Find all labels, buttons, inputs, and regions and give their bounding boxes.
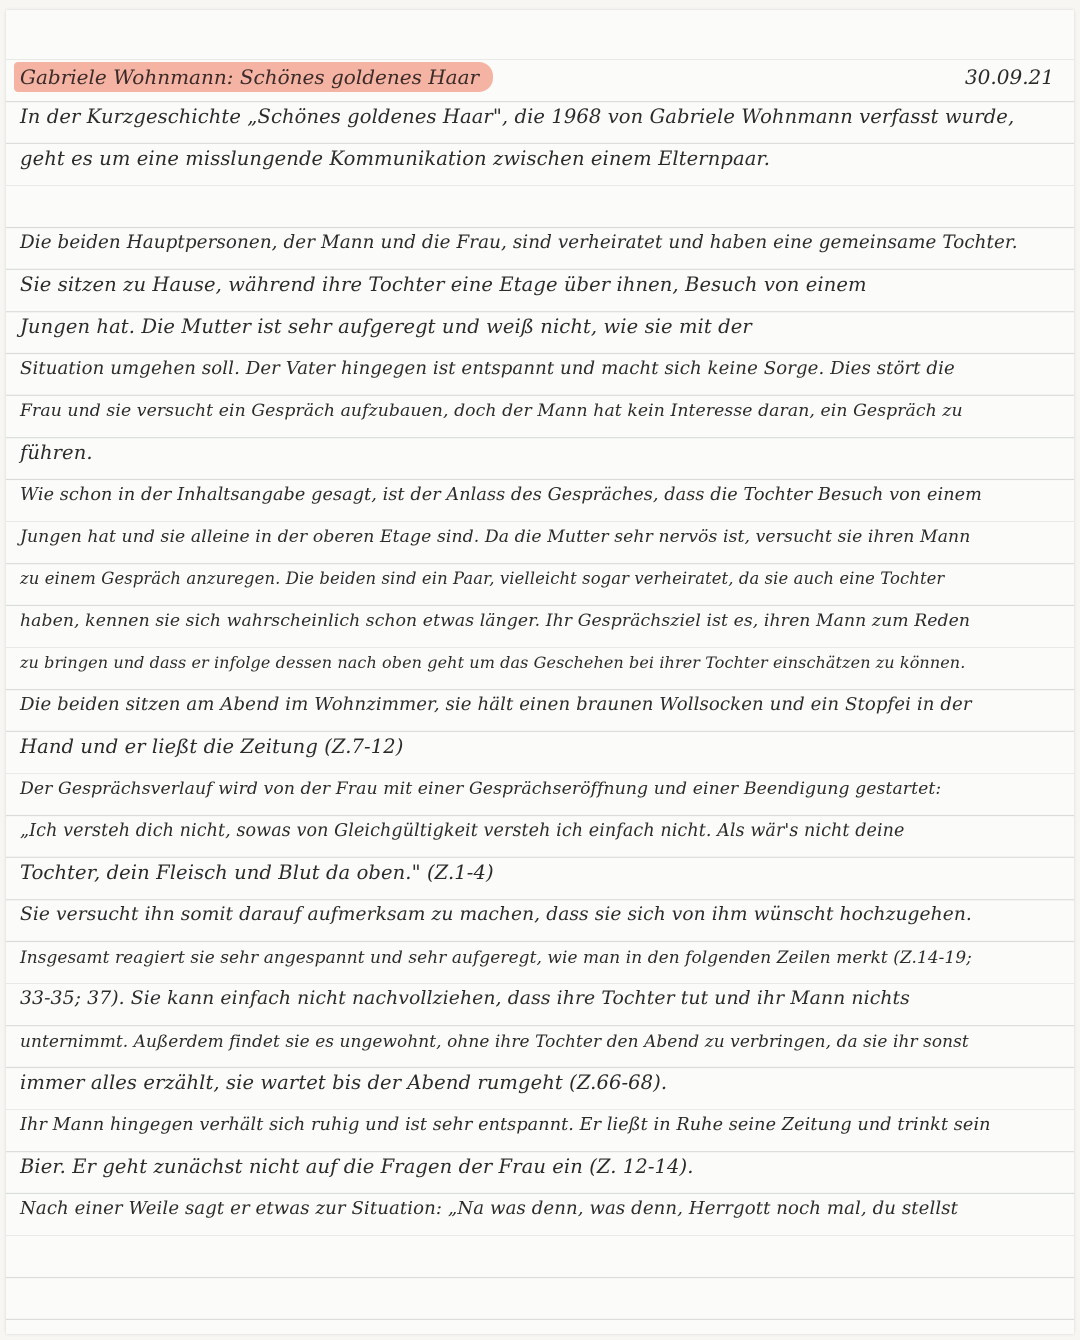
text-line: Ihr Mann hingegen verhält sich ruhig und ist sehr entspannt. Er ließt in Ruhe seine Zeitung und trinkt sein: [20, 1115, 991, 1135]
text-line: geht es um eine misslungende Kommunikation zwischen einem Elternpaar.: [20, 147, 771, 170]
text-line: Insgesamt reagiert sie sehr angespannt und sehr aufgeregt, wie man in den folgenden Zeilen merkt (Z.14-19;: [20, 947, 972, 967]
text-line: Sie versucht ihn somit darauf aufmerksam zu machen, dass sie sich von ihm wünscht hochzugehen.: [20, 904, 972, 925]
text-line: zu einem Gespräch anzuregen. Die beiden sind ein Paar, vielleicht sogar verheiratet, da sie auch eine Tochter: [20, 569, 945, 588]
notebook-page: [6, 10, 1074, 1334]
text-line: Nach einer Weile sagt er etwas zur Situation: „Na was denn, was denn, Herrgott noch mal, du stellst: [20, 1198, 959, 1219]
text-line: Frau und sie versucht ein Gespräch aufzubauen, doch der Mann hat kein Interesse daran, ein Gespräch zu: [20, 401, 963, 421]
text-line: In der Kurzgeschichte „Schönes goldenes Haar", die 1968 von Gabriele Wohnmann verfasst wurde,: [20, 105, 1015, 128]
quote-line: Tochter, dein Fleisch und Blut da oben." (Z.1-4): [20, 861, 494, 884]
text-line: Sie sitzen zu Hause, während ihre Tochter eine Etage über ihnen, Besuch von einem: [20, 273, 867, 296]
text-line: Hand und er ließt die Zeitung (Z.7-12): [20, 735, 404, 758]
text-line: Die beiden sitzen am Abend im Wohnzimmer, sie hält einen braunen Wollsocken und ein Stopfei in der: [20, 694, 972, 715]
text-line: immer alles erzählt, sie wartet bis der Abend rumgeht (Z.66-68).: [20, 1071, 668, 1094]
quote-line: „Ich versteh dich nicht, sowas von Gleichgültigkeit versteh ich einfach nicht. Als wär's nicht deine: [20, 821, 905, 841]
text-line: zu bringen und dass er infolge dessen nach oben geht um das Geschehen bei ihrer Tochter einschätzen zu können.: [20, 653, 966, 672]
text-line: Die beiden Hauptpersonen, der Mann und die Frau, sind verheiratet und haben eine gemeinsame Tochter.: [20, 232, 1018, 253]
text-line: unternimmt. Außerdem findet sie es ungewohnt, ohne ihre Tochter den Abend zu verbringen, da sie ihr sonst: [20, 1031, 969, 1051]
text-line: haben, kennen sie sich wahrscheinlich schon etwas länger. Ihr Gesprächsziel ist es, ihren Mann zum Reden: [20, 611, 971, 631]
page-title: Gabriele Wohnmann: Schönes goldenes Haar: [14, 62, 493, 92]
text-line: 33-35; 37). Sie kann einfach nicht nachvollziehen, dass ihre Tochter tut und ihr Mann nichts: [20, 988, 910, 1009]
text-line: Situation umgehen soll. Der Vater hingegen ist entspannt und macht sich keine Sorge. Dies stört die: [20, 358, 955, 379]
text-line: Der Gesprächsverlauf wird von der Frau mit einer Gesprächseröffnung und einer Beendigung gestartet:: [20, 779, 942, 799]
text-line: Wie schon in der Inhaltsangabe gesagt, ist der Anlass des Gespräches, dass die Tochter Besuch von einem: [20, 485, 982, 505]
text-line: Jungen hat. Die Mutter ist sehr aufgeregt und weiß nicht, wie sie mit der: [20, 315, 752, 338]
text-line: Jungen hat und sie alleine in der oberen Etage sind. Da die Mutter sehr nervös ist, versucht sie ihren Mann: [20, 527, 971, 547]
text-line: führen.: [20, 441, 93, 464]
text-line: Bier. Er geht zunächst nicht auf die Fragen der Frau ein (Z. 12-14).: [20, 1155, 694, 1178]
page-date: 30.09.21: [964, 65, 1054, 89]
